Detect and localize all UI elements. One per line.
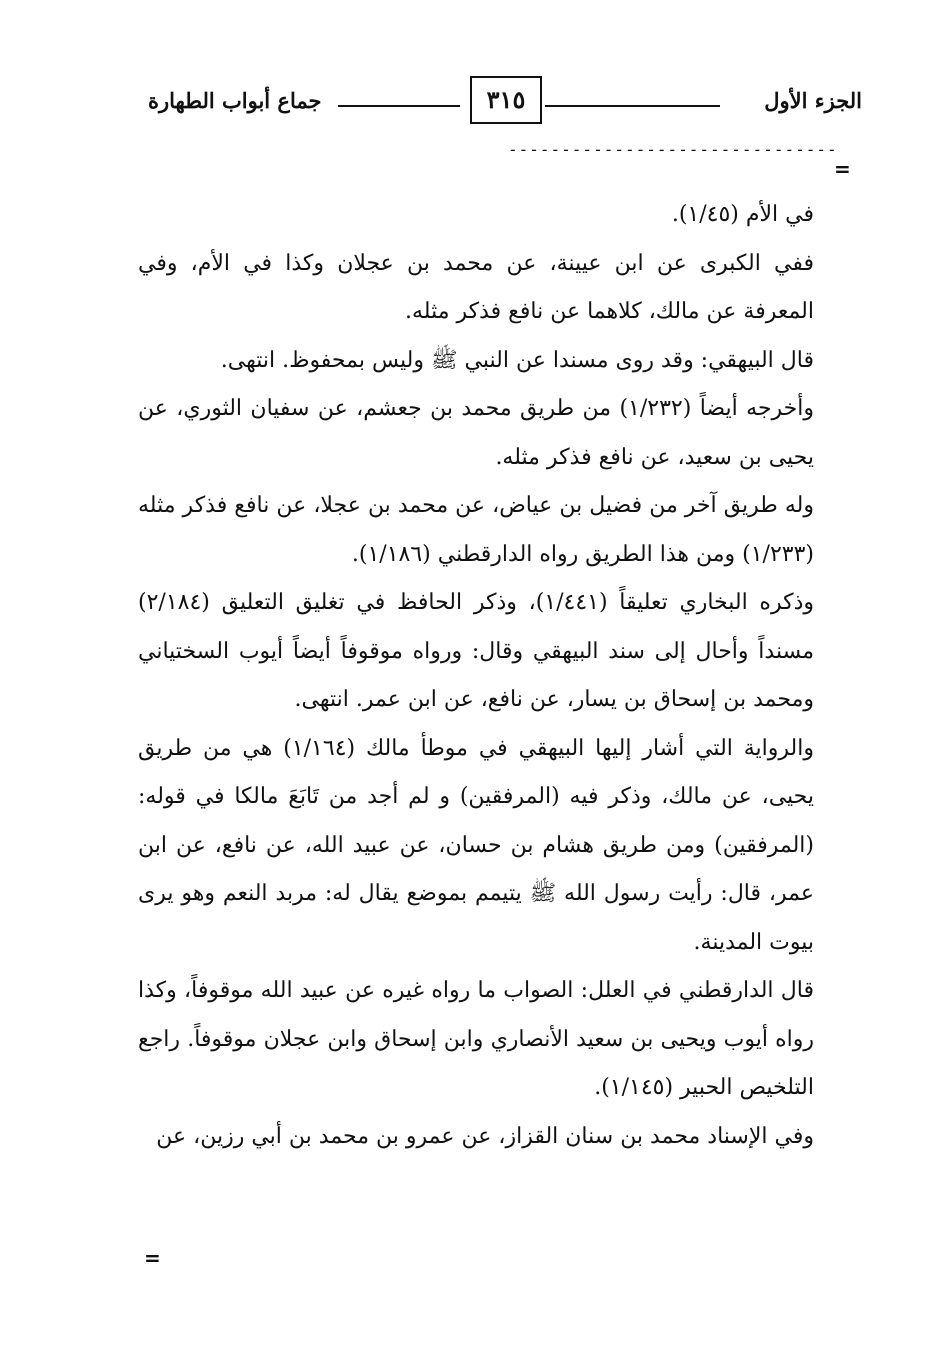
page-number: ٣١٥ (470, 76, 542, 124)
paragraph: وذكره البخاري تعليقاً (١/٤٤١)، وذكر الحافظ في تغليق التعليق (٢/١٨٤) مسنداً وأحال إلى سند البيهقي وقال: ورواه موقوفاً أيضاً أيوب السختياني ومحمد بن إسحاق بن يسار، عن نافع، عن ابن عمر. انتهى. (138, 590, 814, 712)
paragraph: في الأم (١/٤٥). (671, 202, 814, 227)
page-header (140, 70, 870, 130)
paragraph: قال البيهقي: وقد روى مسندا عن النبي ﷺ وليس بمحفوظ. انتهى. (220, 347, 814, 373)
header-rule-left (338, 105, 460, 107)
chapter-title: جماع أبواب الطهارة (148, 88, 322, 113)
volume-title: الجزء الأول (764, 88, 862, 113)
continuation-mark-bottom: = (144, 1246, 161, 1270)
paragraph: وأخرجه أيضاً (١/٢٣٢) من طريق محمد بن جعشم، عن سفيان الثوري، عن يحيى بن سعيد، عن نافع فذكر مثله. (138, 396, 814, 470)
paragraph: وله طريق آخر من فضيل بن عياض، عن محمد بن عجلا، عن نافع فذكر مثله (١/٢٣٣) ومن هذا الطريق رواه الدارقطني (١/١٨٦). (138, 493, 814, 567)
continuation-mark-top: = (834, 157, 851, 181)
paragraph: قال الدارقطني في العلل: الصواب ما رواه غيره عن عبيد الله موقوفاً، وكذا رواه أيوب ويحيى بن سعيد الأنصاري وابن إسحاق وابن عجلان موقوفاً. راجع التلخيص الحبير (١/١٤٥). (138, 978, 814, 1100)
footnote-separator: ------------------------------- (508, 140, 838, 154)
paragraph: والرواية التي أشار إليها البيهقي في موطأ مالك (١/١٦٤) هي من طريق يحيى، عن مالك، وذكر فيه (المرفقين) و لم أجد من تَابَعَ مالكا في قوله: (المرفقين) ومن طريق هشام بن حسان، عن عبيد الله، عن نافع، عن ابن عمر، قال: رأيت رسول الله ﷺ يتيمم بموضع يقال له: مربد النعم وهو يرى بيوت المدينة. (138, 735, 814, 955)
footnote-body (138, 191, 814, 1161)
paragraph: ففي الكبرى عن ابن عيينة، عن محمد بن عجلان وكذا في الأم، وفي المعرفة عن مالك، كلاهما عن نافع فذكر مثله. (138, 250, 814, 324)
header-rule-right (545, 105, 720, 107)
paragraph: وفي الإسناد محمد بن سنان القزاز، عن عمرو بن محمد بن أبي رزين، عن (156, 1123, 814, 1149)
